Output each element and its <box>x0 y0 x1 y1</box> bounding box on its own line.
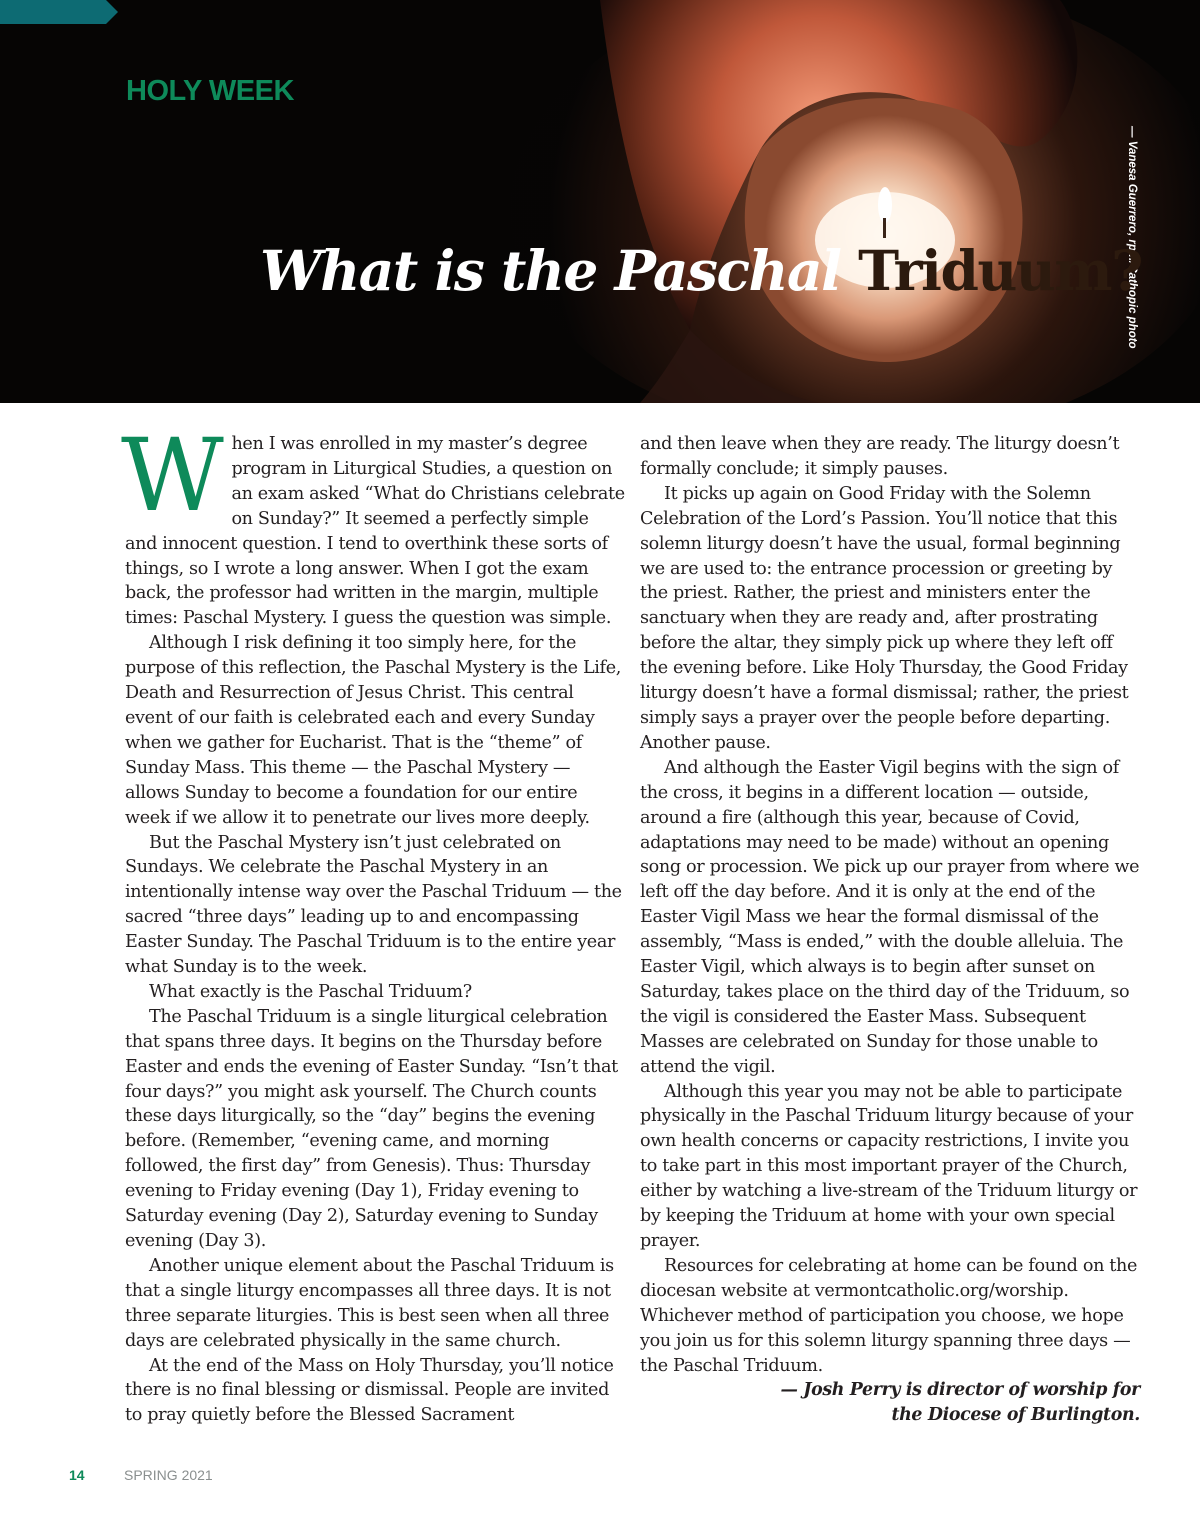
article-column-left <box>121 417 625 1428</box>
issue-label: SPRING 2021 <box>124 1467 213 1483</box>
title-part-2: Triduum? <box>858 238 1142 303</box>
paragraph: But the Paschal Mystery isn’t just celebrated on Sundays. We celebrate the Paschal Mystery in an intentionally intense way over the Paschal Triduum — the sacred “three days” leading up to and encompassing Easter Sunday. The Paschal Triduum is to the entire year what Sunday is to the week. <box>125 832 622 978</box>
photo-credit: — Vanesa Guerrero, rpm/Cathopic photo <box>1126 126 1138 349</box>
byline-line-1: — Josh Perry is director of worship for <box>780 1380 1140 1401</box>
paragraph: What exactly is the Paschal Triduum? <box>149 981 472 1002</box>
paragraph: It picks up again on Good Friday with the Solemn Celebration of the Lord’s Passion. You’ll notice that this solemn liturgy doesn’t have the usual, formal beginning we are used to: the entrance procession or greeting by the priest. Rather, the priest and ministers enter the sanctuary when they are ready and, after prostrating before the altar, they simply pick up where they left off the evening before. Like Holy Thursday, the Good Friday liturgy doesn’t have a formal dismissal; rather, the priest simply says a prayer over the people before departing. Another pause. <box>640 483 1129 753</box>
drop-cap: W <box>121 417 224 534</box>
article-title <box>260 236 1142 306</box>
paragraph: Although this year you may not be able to participate physically in the Paschal Triduum liturgy because of your own health concerns or capacity restrictions, I invite you to take part in this most important prayer of the Church, either by watching a live-stream of the Triduum liturgy or by keeping the Triduum at home with your own special prayer. <box>640 1081 1138 1251</box>
paragraph: Resources for celebrating at home can be found on the diocesan website at vermontcatholic.org/worship. Whichever method of participation you choose, we hope you join us for this solemn liturgy spanning three days — the Paschal Triduum. <box>640 1255 1138 1376</box>
section-tab-arrow <box>0 0 118 24</box>
author-byline <box>640 1378 1140 1428</box>
paragraph: The Paschal Triduum is a single liturgical celebration that spans three days. It begins on the Thursday before Easter and ends the evening of Easter Sunday. “Isn’t that four days?” you might ask yourself. The Church counts these days liturgically, so the “day” begins the evening before. (Remember, “evening came, and morning followed, the first day” from Genesis). Thus: Thursday evening to Friday evening (Day 1), Friday evening to Saturday evening (Day 2), Saturday evening to Sunday evening (Day 3). <box>125 1006 618 1251</box>
paragraph: And although the Easter Vigil begins with the sign of the cross, it begins in a different location — outside, around a fire (although this year, because of Covid, adaptations may need to be made) without an opening song or procession. We pick up our prayer from where we left off the day before. And it is only at the end of the Easter Vigil Mass we hear the formal dismissal of the assembly, “Mass is ended,” with the double alleluia. The Easter Vigil, which always is to begin after sunset on Saturday, takes place on the third day of the Triduum, so the vigil is considered the Easter Mass. Subsequent Masses are celebrated on Sunday for those unable to attend the vigil. <box>640 757 1140 1077</box>
paragraph-continuation: and then leave when they are ready. The liturgy doesn’t formally conclude; it simply pauses. <box>640 434 1120 479</box>
candle-photo <box>0 0 1200 403</box>
byline-line-2: the Diocese of Burlington. <box>891 1405 1140 1426</box>
paragraph: Although I risk defining it too simply here, for the purpose of this reflection, the Paschal Mystery is the Life, Death and Resurrection of Jesus Christ. This central event of our faith is celebrated each and every Sunday when we gather for Eucharist. That is the “theme” of Sunday Mass. This theme — the Paschal Mystery — allows Sunday to become a foundation for our entire week if we allow it to penetrate our lives more deeply. <box>125 633 622 828</box>
article-column-right <box>640 432 1140 1428</box>
paragraph: At the end of the Mass on Holy Thursday, you’ll notice there is no final blessing or dismissal. People are invited to pray quietly before the Blessed Sacrament <box>125 1355 614 1426</box>
section-label: HOLY WEEK <box>126 75 294 107</box>
title-part-1: What is the Paschal <box>260 238 841 303</box>
page-number: 14 <box>69 1467 85 1483</box>
first-paragraph <box>121 417 625 631</box>
paragraph: Another unique element about the Paschal Triduum is that a single liturgy encompasses all three days. It is not three separate liturgies. This is best seen when all three days are celebrated physically in the same church. <box>125 1255 614 1351</box>
header-photo <box>0 0 1200 403</box>
first-paragraph-text: hen I was enrolled in my master’s degree program in Liturgical Studies, a question on an exam asked “What do Christians celebrate on Sunday?” It seemed a perfectly simple and innocent question. I tend to overthink these sorts of things, so I wrote a long answer. When I got the exam back, the professor had written in the margin, multiple times: Paschal Mystery. I guess the question was simple. <box>125 434 625 629</box>
